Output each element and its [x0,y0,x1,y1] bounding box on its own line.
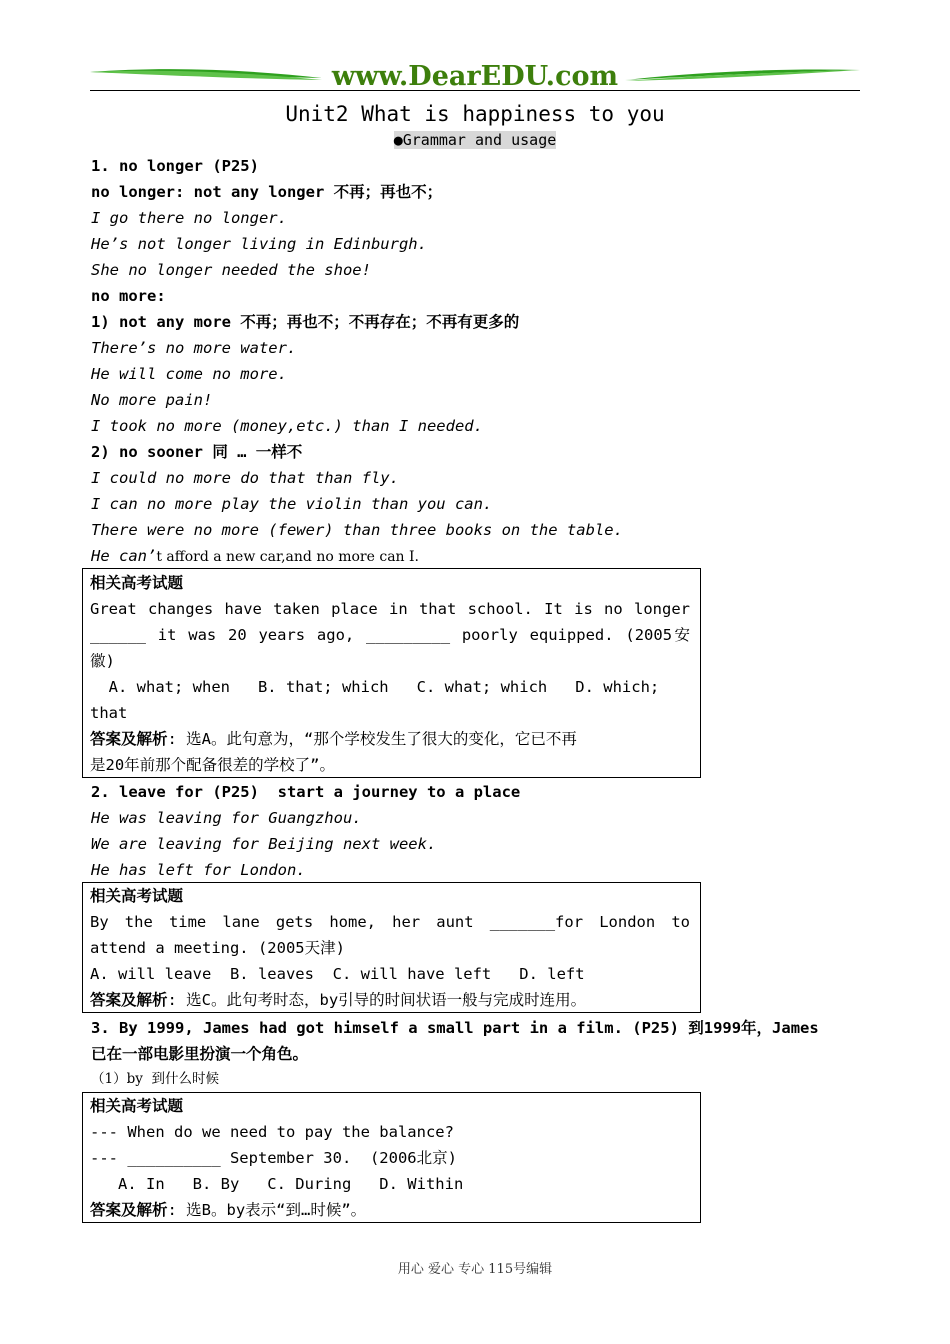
sec3-heading-cont: 已在一部电影里扮演一个角色。 [91,1045,309,1063]
page-footer: 用心 爱心 专心 115号编辑 [397,1262,553,1277]
sec1-definition: no longer: not any longer 不再；再也不； [91,183,443,201]
meaning-1-example: I took no more (money,etc.) than I needed. [91,417,483,435]
exam-question-line: that [90,704,128,722]
exam-answer [90,727,690,751]
exam-options: A. will leave B. leaves C. will have left D. left [90,965,585,983]
meaning-2: 2) no sooner 同 … 一样不 [91,443,303,461]
meaning-2-example: There were no more (fewer) than three books on the table. [91,521,623,539]
sec1-example: He’s not longer living in Edinburgh. [91,235,427,253]
example-part-italic: He can’ [91,547,157,565]
meaning-1: 1) not any more 不再；再也不；不再存在；不再有更多的 [91,313,520,331]
answer-label: 答案及解析 [90,991,168,1009]
answer-text: : 选C。此句考时态，by引导的时间状语一般与完成时连用。 [167,991,587,1009]
header-divider [90,90,860,91]
sec2-heading: 2. leave for (P25) start a journey to a place [91,783,521,801]
sec2-example: We are leaving for Beijing next week. [91,835,437,853]
meaning-2-example: I can no more play the violin than you can. [91,495,493,513]
meaning-2-example [91,544,419,569]
answer-label: 答案及解析 [90,730,168,748]
subtitle-text: ●Grammar and usage [393,131,557,149]
exam-question-line: attend a meeting. (2005天津) [90,939,345,957]
exam-question-line: By the time lane gets home, her aunt _______for London to [90,913,690,931]
exam-question-line: --- When do we need to pay the balance? [90,1123,454,1141]
exam-question-line: ______ it was 20 years ago, _________ poorly equipped. (2005安 [90,626,690,644]
meaning-1-example: No more pain! [91,391,213,409]
exam-answer [90,988,690,1012]
site-logo[interactable]: www.DearEDU.com [331,61,619,92]
exam-answer [90,1198,690,1222]
answer-text: : 选B。by表示“到…时候”。 [167,1201,367,1219]
exam-answer-cont: 是20年前那个配备很差的学校了”。 [90,756,335,774]
exam-options: A. what; when B. that; which C. what; which D. which; [90,678,660,696]
meaning-1-example: There’s no more water. [91,339,297,357]
exam-box-heading: 相关高考试题 [90,574,184,592]
sec3-heading: 3. By 1999, James had got himself a small part in a film. (P25) 到1999年，James [91,1019,819,1037]
sec2-example: He was leaving for Guangzhou. [91,809,362,827]
exam-question-line: 徽) [90,652,115,670]
meaning-2-example: I could no more do that than fly. [91,469,399,487]
exam-box-heading: 相关高考试题 [90,887,184,905]
sec1-heading: 1. no longer (P25) [91,157,259,175]
meaning-1-example: He will come no more. [91,365,287,383]
section-subtitle [0,129,950,151]
example-part-regular: t afford a new car,and no more can I. [156,549,419,565]
page-title: Unit2 What is happiness to you [285,102,665,126]
sec2-example: He has left for London. [91,861,306,879]
answer-label: 答案及解析 [90,1201,168,1219]
exam-options: A. In B. By C. During D. Within [90,1175,464,1193]
exam-question-line: --- __________ September 30. (2006北京) [90,1149,457,1167]
exam-question-line: Great changes have taken place in that school. It is no longer [90,600,690,618]
answer-text: : 选A。此句意为，“那个学校发生了很大的变化，它已不再 [167,730,577,748]
sec1-example: I go there no longer. [91,209,287,227]
sec1-example: She no longer needed the shoe! [91,261,371,279]
exam-box-heading: 相关高考试题 [90,1097,184,1115]
sec3-subpoint: （1）by 到什么时候 [91,1071,219,1087]
nomore-heading: no more: [91,287,166,305]
